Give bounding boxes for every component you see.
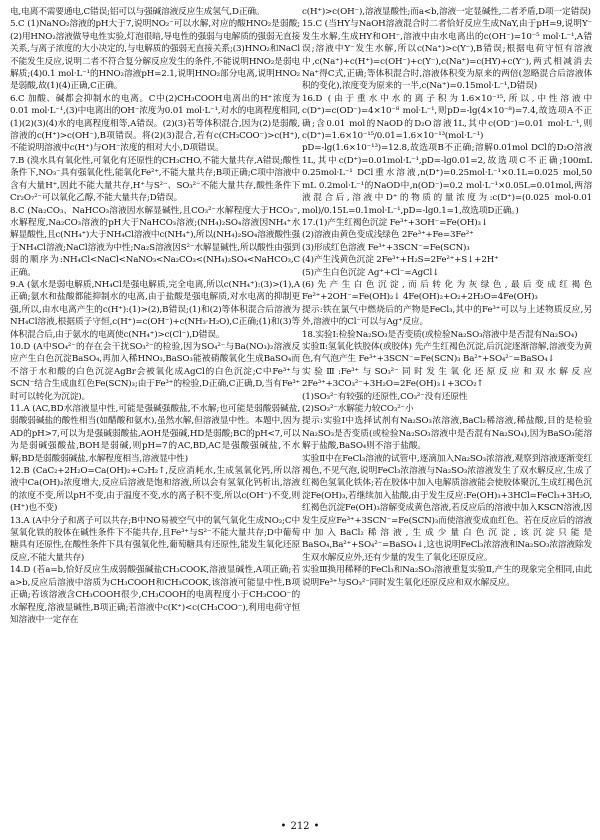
answer-paragraph: (4)产生浅黄色沉淀 2Fe³⁺+H₂S=2Fe²⁺+S↓+2H⁺ [302,255,499,266]
answer-paragraph: pD=-lg(1.6×10⁻¹³)=12.8,故选项B不正确;溶解0.01mol DCl的D₂O溶液1L,其中c(D⁺)=0.01mol·L⁻¹,pD=-lg0.01=2,故选项C不正确;100mL 0.25mol·L⁻¹ DCl重水溶液,n(D⁺)=0.25mol·L⁻¹×0.1L=0.025 mol,50 mL 0.2mol·L⁻¹的NaOD中,n(OD⁻)=0.2 mol·L⁻¹×0.05L=0.01mol,两溶液混合后,溶液中D⁺的物质的量浓度为:c(D⁺)=(0.025 mol-0.01 mol)/0.15L=0.1mol·L⁻¹,pD=-lg0.1=1,故选项D正确。) [302,143,592,216]
answer-paragraph: 7.B (溴水具有氧化性,可氧化有还原性的CH₃CHO,不能大量共存,A错误;酸性条件下,NO₃⁻具有强氧化性,能氧化Fe²⁺,不能大量共存;B项正确;C项中溶液中含有大量H⁺,因此不能大量共存,H⁺与S²⁻、SO₃²⁻不能大量共存,酸性条件下Cr₂O₇²⁻可以氧化乙醇,不能大量共存;D错误。 [10,155,300,204]
left-column [10,6,300,626]
answer-paragraph: 15.C (当HY与NaOH溶液混合时二者恰好反应生成NaY,由于pH=9,说明Y⁻发生水解,生成HY和OH⁻,溶液中由水电离出的c(OH⁻)=10⁻⁵ mol·L⁻¹,A错误;溶液中Y⁻发生水解,所以c(Na⁺)>c(Y⁻),B错误;根据电荷守恒有溶液中,c(Na⁺)+c(H⁺)=c(OH⁻)+c(Y⁻),c(Na⁺)=c(HY)+c(Y⁻),两式相减消去Na⁺得C式,正确;等体积混合时,溶液体积变为原来的两倍(忽略混合后溶液体积的变化),浓度变为原来的一半,c(Na⁺)=0.15mol·L⁻¹,D错误) [302,19,592,92]
answer-paragraph: (2)溶液由黄色变成浅绿色 2Fe³⁺+Fe=3Fe²⁺ [302,230,474,241]
answer-paragraph: 电,电离不需要通电,C错误;铝可以与强碱溶液反应生成氢气,D正确。 [10,7,265,17]
answer-paragraph: 10.D (A中SO₄²⁻的存在会干扰SO₃²⁻的检验,因为SO₄²⁻与Ba(NO₃)₂溶液反应产生白色沉淀BaSO₄,再加入稀HNO₃,BaSO₃能被硝酸氧化生成BaSO₄而不溶于水和酸的白色沉淀AgBr会被氧化成AgCl的白色沉淀;C中Fe³⁺与SCN⁻结合生成血红色Fe(SCN)₃;由于Fe³⁺的检验,D正确,C正确,D,当有Fe³⁺时可以转化为沉淀)。 [10,341,300,402]
answer-paragraph: c(H⁺)>c(OH⁻),溶液显酸性;而a<b,溶液一定显碱性,二者矛盾,D项一定错误) [302,7,591,17]
page-footer: • 212 • [280,821,320,832]
answer-paragraph: 实验Ⅲ换用稀释的FeCl₃和Na₂SO₃溶液重复实验Ⅱ,产生的现象完全相同,由此说明Fe³⁺与SO₃²⁻同时发生氧化还原反应和双水解反应。 [302,565,592,588]
answer-paragraph: 14.D (若a=b,恰好反应生成弱酸强碱盐CH₃COOK,溶液显碱性,A项正确;若a>b,反应后溶液中溶质为CH₃COOH和CH₃COOK,该溶液可能显中性,B项正确;若该溶液含CH₃COOH很少,CH₃COOH的电离程度小于CH₃COO⁻的水解程度,溶液显碱性,B项正确;若溶液中c(K⁺)<c(CH₃COO⁻),利用电荷守恒知溶液中一定存在 [10,565,300,625]
answer-paragraph: 实验Ⅲ:Fe³⁺与SO₃²⁻同时发生氧化还原反应和双水解反应 2Fe³⁺+3CO₃²⁻+3H₂O=2Fe(OH)₃↓+3CO₂↑ [302,366,592,390]
answer-paragraph: 11.A (AC,BD水溶液显中性,可能是强碱强酸盐,不水解;也可能是弱酸弱碱盐,弱酸弱碱盐的酸性相当(如醋酸和氨水),虽然水解,但溶液显中性。本题中,因为AD的pH>7,可以为是强碱弱酸盐,AOH是强碱,HD是弱酸;BC的pH<7,可以为是弱碱强酸盐,BOH是弱碱,则pH=7的AC,BD,AC是强酸强碱盐,不水解;BD是弱酸弱碱盐,水解程度相当,溶液显中性) [10,404,300,464]
answer-paragraph: 提示:实验Ⅰ中选择试剂有Na₂SO₃浓溶液,BaCl₂稀溶液,稀盐酸,目的是检验Na₂SO₃是否变质(或检验Na₂SO₃溶液中是否混有Na₂SO₄),因为BaSO₃能溶解于盐酸,BaSO₄则不溶于盐酸。 [302,416,592,452]
answer-paragraph: 17.(1)产生红褐色沉淀 Fe³⁺+3OH⁻=Fe(OH)₃↓ [302,217,488,228]
answer-paragraph: 18.实验Ⅰ:检验Na₂SO₃是否变质(或检验Na₂SO₃溶液中是否混有Na₂SO₄) [302,329,578,340]
answer-paragraph: 实验Ⅱ:氢氧化铁胶体(或胶体) 先产生红褐色沉淀,后沉淀逐渐溶解,溶液变为黄色,有气泡产生 Fe³⁺+3SCN⁻=Fe(SCN)₃ Ba²⁺+SO₄²⁻=BaSO₄↓ [302,341,592,365]
answer-paragraph: (3)形成红色溶液 Fe³⁺+3SCN⁻=Fe(SCN)₃ [302,242,470,253]
page-number: 212 [290,821,310,832]
answer-paragraph: (1)SO₃²⁻有较强的还原性,CO₃²⁻没有还原性 [302,391,468,402]
answer-paragraph: 8.C (Na₂CO₃、NaHCO₃溶液因水解显碱性,且CO₃²⁻水解程度大于HCO₃⁻,水解程度,Na₂CO₃溶液的pH大于NaHCO₃溶液;(NH₄)₂SO₄溶液因NH₄⁺水解显酸性,且c(NH₄⁺)大于NH₄Cl溶液中c(NH₄⁺),所以(NH₄)₂SO₄溶液酸性强于NH₄Cl溶液;NaCl溶液为中性;Na₂S溶液因S²⁻水解显碱性,所以酸性由强到弱的顺序为:NH₄Cl<NaCl<NaNO₃<Na₂CO₃<(NH₄)₂SO₄<NaHCO₃,C正确。 [10,205,300,278]
answer-paragraph: 6.C 加酸、碱都会抑制水的电离。C中(2)CH₃COOH电离出的H⁺浓度为0.01 mol·L⁻¹,(3)中电离出的OH⁻浓度为0.01 mol·L⁻¹,对水的电离程度相同,(1)(2)(3)(4)水的电离程度相等,A错误。(2)(3)若等体积混合,因为(2)是弱酸,溶液的c(H⁺)>c(OH⁻),B项错误。将(2)(3)混合,若有c(CH₃COO⁻)>c(H⁺),不能说明溶液中c(H⁺)与OH⁻浓度的相对大小,D项错误。 [10,93,300,154]
answer-paragraph: 5.C (1)NaNO₂溶液的pH大于7,说明NO₂⁻可以水解,对应的酸HNO₂是弱酸;(2)用HNO₂溶液做导电性实验,灯泡很暗,导电性的强弱与电解质的强弱无直接关系,与离子浓度的大小决定的,与电解质的强弱无直接关系;(3)HNO₂和NaCl不能发生反应,说明二者不符合复分解反应发生的条件,不能说明HNO₂是弱电解质;(4)0.1 mol·L⁻¹的HNO₂溶液pH=2.1,说明HNO₂部分电离,说明HNO₂是弱酸,故(1)(4)正确,C正确。 [10,19,300,92]
answer-paragraph: (6)先产生白色沉淀,而后转化为灰绿色,最后变成红褐色 Fe²⁺+2OH⁻=Fe(OH)₂↓ 4Fe(OH)₂+O₂+2H₂O=4Fe(OH)₃ [302,279,592,303]
answer-paragraph: 12.B (CaC₂+2H₂O=Ca(OH)₂+C₂H₂↑,反应消耗水,生成氢氧化钙,所以溶液中Ca(OH)₂浓度增大,反应后溶液是饱和溶液,所以会有氢氧化钙析出,溶液的浓度不变,所以pH不变,由于温度不变,水的离子积不变,所以c(OH⁻)不变,则(H⁺)也不变) [10,466,300,514]
answer-paragraph: (5)产生白色沉淀 Ag⁺+Cl⁻=AgCl↓ [302,267,440,278]
answer-paragraph: 13.A (A中分子和离子可以共存;B中NO易被空气中的氧气氧化生成NO₂;C中氢氧化铁的胶体在碱性条件下不能共存,且Fe³⁺与S²⁻不能大量共存;D中葡萄糖具有还原性,在酸性条件下具有强氧化性,葡萄糖具有还原性,能发生氧化还原反应,不能大量共存) [10,515,300,563]
answer-paragraph: (2)SO₃²⁻水解能力较CO₃²⁻小 [302,404,414,414]
answer-paragraph: 9.A (氨水是弱电解质,NH₄Cl是强电解质,完全电离,所以c(NH₄⁺):(3)>(1),A正确;氨水和盐酸都能抑制水的电离,由于盐酸是强电解质,对水电离的抑制更强,所以,由水电离产生的c(H⁺):(1)>(2),B错误;(1)和(2)等体积混合后溶液为NH₄Cl溶液,根据质子守恒,c(H⁺)=c(OH⁻)+c(NH₃·H₂O),C正确;(1)和(3)等体积混合后,由于氨水的电离使c(NH₄⁺)>c(Cl⁻),D错误。 [10,279,300,340]
answer-paragraph: 16.D (由于重水中水的离子积为1.6×10⁻¹⁵,所以,中性溶液中c(D⁺)=c(OD⁻)=4×10⁻⁸ mol·L⁻¹,则pD=-lg(4×10⁻⁸)=7.4,故选项A不正确;含0.01 mol的NaOD的D₂O溶液1L,其中c(OD⁻)=0.01 mol·L⁻¹,则c(D⁺)=1.6×10⁻¹⁵/0.01=1.6×10⁻¹³(mol·L⁻¹) [302,93,592,142]
right-column [302,6,592,589]
answer-paragraph: 实验Ⅱ中在FeCl₃溶液的试管中,逐滴加入Na₂SO₃浓溶液,观察到溶液逐渐变红褐色,不见气泡,说明FeCl₃浓溶液与Na₂SO₃浓溶液发生了双水解反应,生成了红褐色氢氧化铁体;若在胶体中加入电解质溶液能会使胶体聚沉,生成红褐色沉淀Fe(OH)₃,若继续加入盐酸,由于发生反应:Fe(OH)₃+3HCl=FeCl₃+3H₂O,红褐色沉淀Fe(OH)₃溶解变成黄色溶液,若反应后的溶液中加入KSCN溶液,因发生反应Fe³⁺+3SCN⁻=Fe(SCN)₃而使溶液变成血红色。若在反应后的溶液中加入BaCl₂稀溶液,生成少量白色沉淀,该沉淀只能是BaSO₄,Ba²⁺+SO₄²⁻=BaSO₄↓,这也说明FeCl₃浓溶液和Na₂SO₃浓溶液除发生双水解反应外,还有少量的发生了氧化还原反应。 [302,453,593,563]
answer-paragraph: 提示:铁在氯气中燃烧后的产物是FeCl₃,其中的Fe³⁺可以与上述物质反应,另外,溶液中的Cl⁻可以与Ag⁺反应。 [302,304,592,328]
